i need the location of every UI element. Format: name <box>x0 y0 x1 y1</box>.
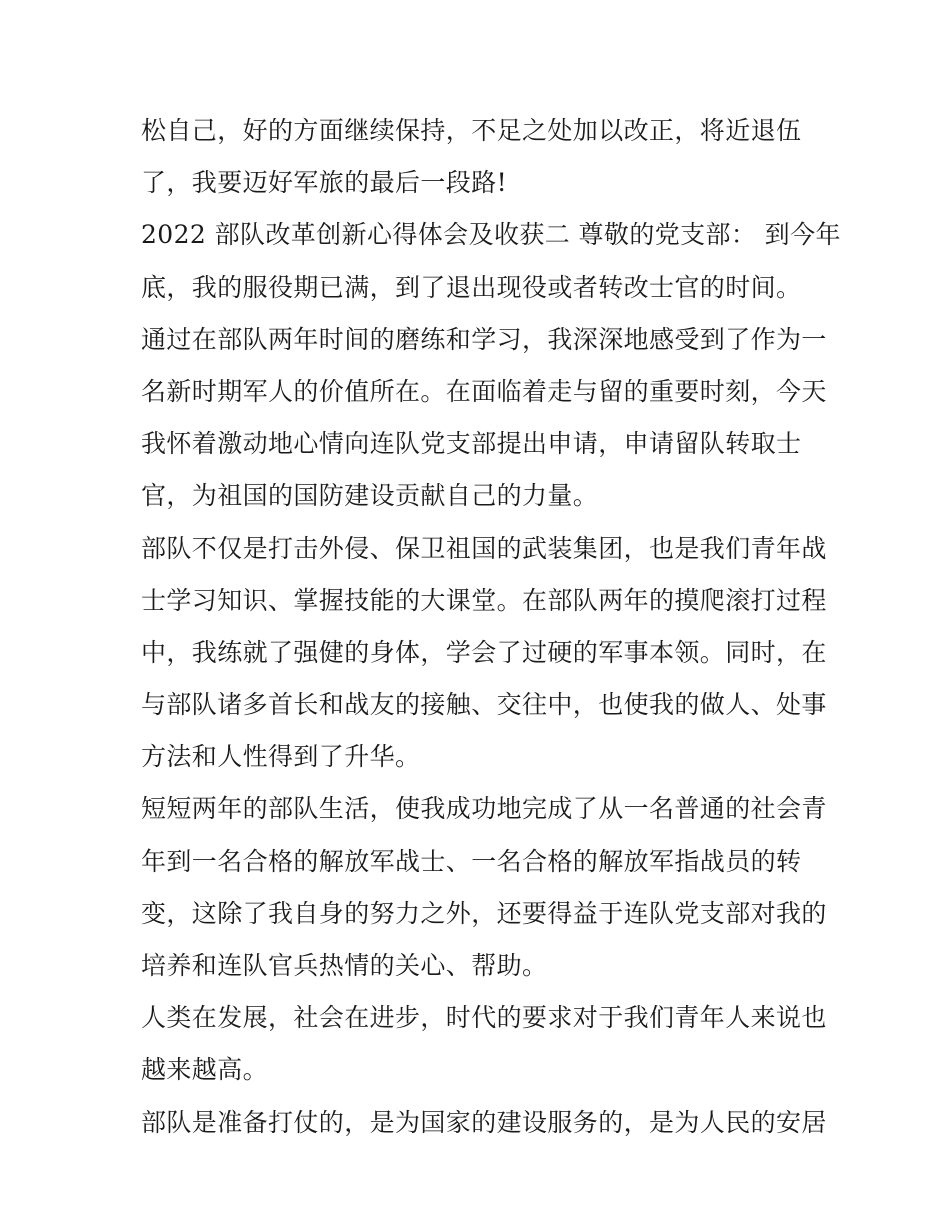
text-line: 与部队诸多首长和战友的接触、交往中，也使我的做人、处事 <box>141 690 827 720</box>
text-line: 官，为祖国的国防建设贡献自己的力量。 <box>141 481 599 511</box>
text-line: 中，我练就了强健的身体，学会了过硬的军事本领。同时，在 <box>141 637 827 667</box>
text-line: 短短两年的部队生活，使我成功地完成了从一名普通的社会青 <box>141 794 827 824</box>
text-line: 部队不仅是打击外侵、保卫祖国的武装集团，也是我们青年战 <box>141 533 827 563</box>
text-line: 士学习知识、掌握技能的大课堂。在部队两年的摸爬滚打过程 <box>141 585 827 615</box>
text-line: 通过在部队两年时间的磨练和学习，我深深地感受到了作为一 <box>141 324 827 354</box>
text-line: 越来越高。 <box>141 1055 269 1085</box>
text-line: 人类在发展，社会在进步，时代的要求对于我们青年人来说也 <box>141 1003 827 1033</box>
text-line: 方法和人性得到了升华。 <box>141 742 421 772</box>
text-line: 我怀着激动地心情向连队党支部提出申请，申请留队转取士 <box>141 429 802 459</box>
text-line: 年到一名合格的解放军战士、一名合格的解放军指战员的转 <box>141 846 802 876</box>
document-body <box>141 105 841 1149</box>
text-line: 松自己，好的方面继续保持，不足之处加以改正，将近退伍 <box>141 116 802 145</box>
text-line: 了，我要迈好军旅的最后一段路! <box>141 168 508 198</box>
text-line: 底，我的服役期已满，到了退出现役或者转改士官的时间。 <box>141 272 802 302</box>
text-line: 培养和连队官兵热情的关心、帮助。 <box>141 951 548 980</box>
text-line: 部队是准备打仗的，是为国家的建设服务的，是为人民的安居 <box>141 1107 827 1137</box>
text-line: 变，这除了我自身的努力之外，还要得益于连队党支部对我的 <box>141 898 827 928</box>
text-line: 名新时期军人的价值所在。在面临着走与留的重要时刻，今天 <box>141 376 827 406</box>
text-line: 2022 部队改革创新心得体会及收获二 尊敬的党支部： 到今年 <box>141 220 841 250</box>
